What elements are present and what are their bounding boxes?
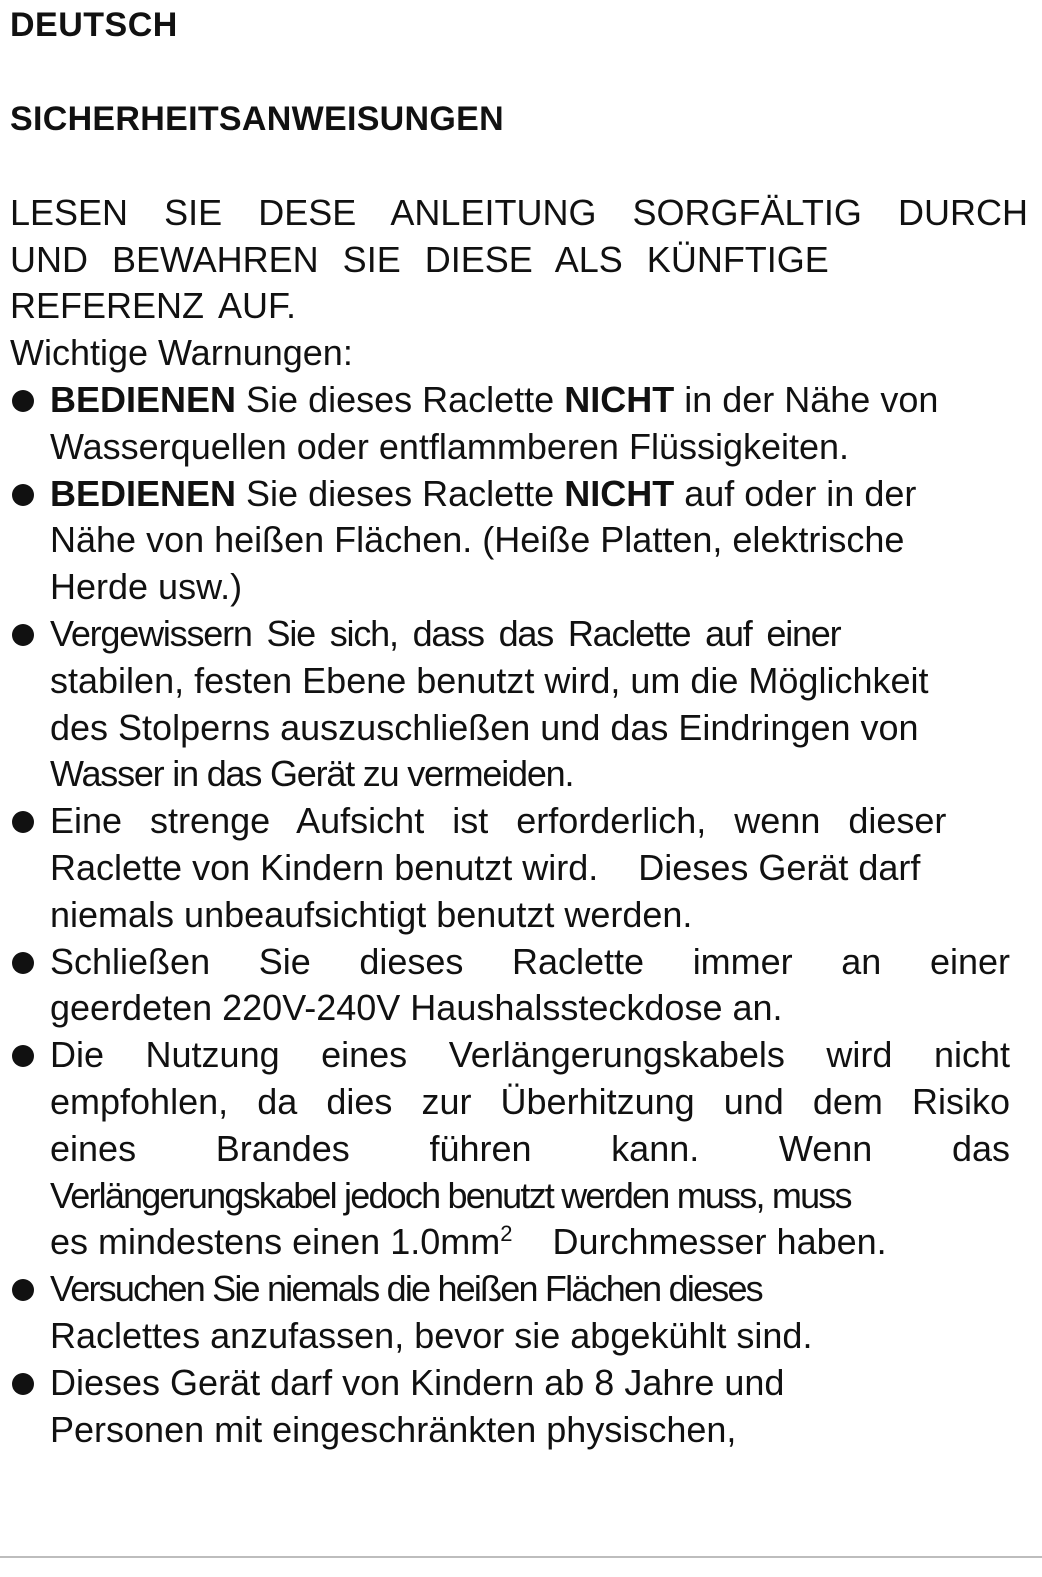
bullet-line: Schließen Sie dieses Raclette immer an einer [50, 940, 1010, 982]
list-item [10, 1032, 1010, 1266]
intro-line: REFERENZ AUF. [10, 285, 297, 326]
bullet-icon [12, 1373, 34, 1395]
language-heading: DEUTSCH [10, 6, 178, 44]
section-heading: SICHERHEITSANWEISUNGEN [10, 100, 504, 138]
bullet-line: Wasser in das Gerät zu vermeiden. [50, 753, 574, 795]
bullet-icon [12, 811, 34, 833]
bullet-line: Dieses Gerät darf von Kindern ab 8 Jahre und [50, 1361, 785, 1403]
bullet-line: Versuchen Sie niemals die heißen Flächen dieses [50, 1268, 762, 1310]
bullet-line: Eine strenge Aufsicht ist erforderlich, wenn dieser [50, 800, 947, 842]
list-item [10, 611, 1010, 798]
warnings-list [10, 377, 1010, 1453]
bullet-text: auf oder in der [674, 472, 917, 514]
bullet-text: Durchmesser haben. [512, 1221, 887, 1263]
bullet-text: in der Nähe von [674, 379, 939, 420]
bullet-line: des Stolperns auszuschließen und das Eindringen von [50, 706, 919, 748]
warnings-title: Wichtige Warnungen: [10, 332, 353, 373]
bullet-line: Raclette von Kindern benutzt wird. Dieses Gerät darf [50, 846, 921, 888]
list-item [10, 471, 1010, 611]
bullet-line: empfohlen, da dies zur Überhitzung und dem Risiko [50, 1080, 1010, 1122]
bullet-line: eines Brandes führen kann. Wenn das [50, 1127, 1010, 1169]
bullet-line: stabilen, festen Ebene benutzt wird, um die Möglichkeit [50, 659, 929, 701]
list-item [10, 939, 1010, 1033]
bullet-line: Die Nutzung eines Verlängerungskabels wird nicht [50, 1034, 1010, 1076]
superscript: 2 [500, 1221, 513, 1247]
bullet-icon [12, 1045, 34, 1067]
bullet-line: geerdeten 220V-240V Haushalssteckdose an. [50, 987, 783, 1029]
bold-term: NICHT [564, 379, 675, 420]
bullet-text: Sie dieses Raclette [236, 379, 565, 420]
bullet-line: Raclettes anzufassen, bevor sie abgekühlt sind. [50, 1314, 813, 1356]
bullet-line: Nähe von heißen Flächen. (Heiße Platten, elektrische [50, 519, 905, 561]
intro-line: LESEN SIE DESE ANLEITUNG SORGFÄLTIG DURCH [10, 192, 1028, 233]
bullet-text: es mindestens einen 1.0mm [50, 1221, 501, 1263]
bullet-line: Herde usw.) [50, 566, 243, 608]
bullet-line: Wasserquellen oder entflammberen Flüssigkeiten. [50, 425, 850, 467]
bullet-icon [12, 484, 34, 506]
bullet-icon [12, 952, 34, 974]
bullet-line [50, 471, 1010, 518]
bullet-icon [12, 1279, 34, 1301]
bullet-text: Sie dieses Raclette [236, 472, 565, 514]
bold-term: BEDIENEN [50, 472, 237, 514]
bullet-line [50, 1219, 1010, 1266]
bullet-line: niemals unbeaufsichtigt benutzt werden. [50, 893, 693, 935]
bullet-line: Vergewissern Sie sich, dass das Raclette auf einer [50, 612, 841, 654]
bullet-line: Verlängerungskabel jedoch benutzt werden muss, muss [50, 1174, 851, 1216]
intro-paragraph [10, 190, 1028, 330]
list-item [10, 1360, 1010, 1454]
bullet-line: Personen mit eingeschränkten physischen, [50, 1408, 737, 1450]
bullet-line [50, 377, 1010, 424]
list-item [10, 377, 1010, 471]
intro-line: UND BEWAHREN SIE DIESE ALS KÜNFTIGE [10, 238, 829, 280]
bullet-icon [12, 624, 34, 646]
footer-divider [0, 1556, 1042, 1558]
bold-term: BEDIENEN [50, 379, 237, 420]
list-item [10, 1266, 1010, 1360]
bold-term: NICHT [564, 472, 675, 514]
bullet-icon [12, 390, 34, 412]
list-item [10, 798, 1010, 938]
